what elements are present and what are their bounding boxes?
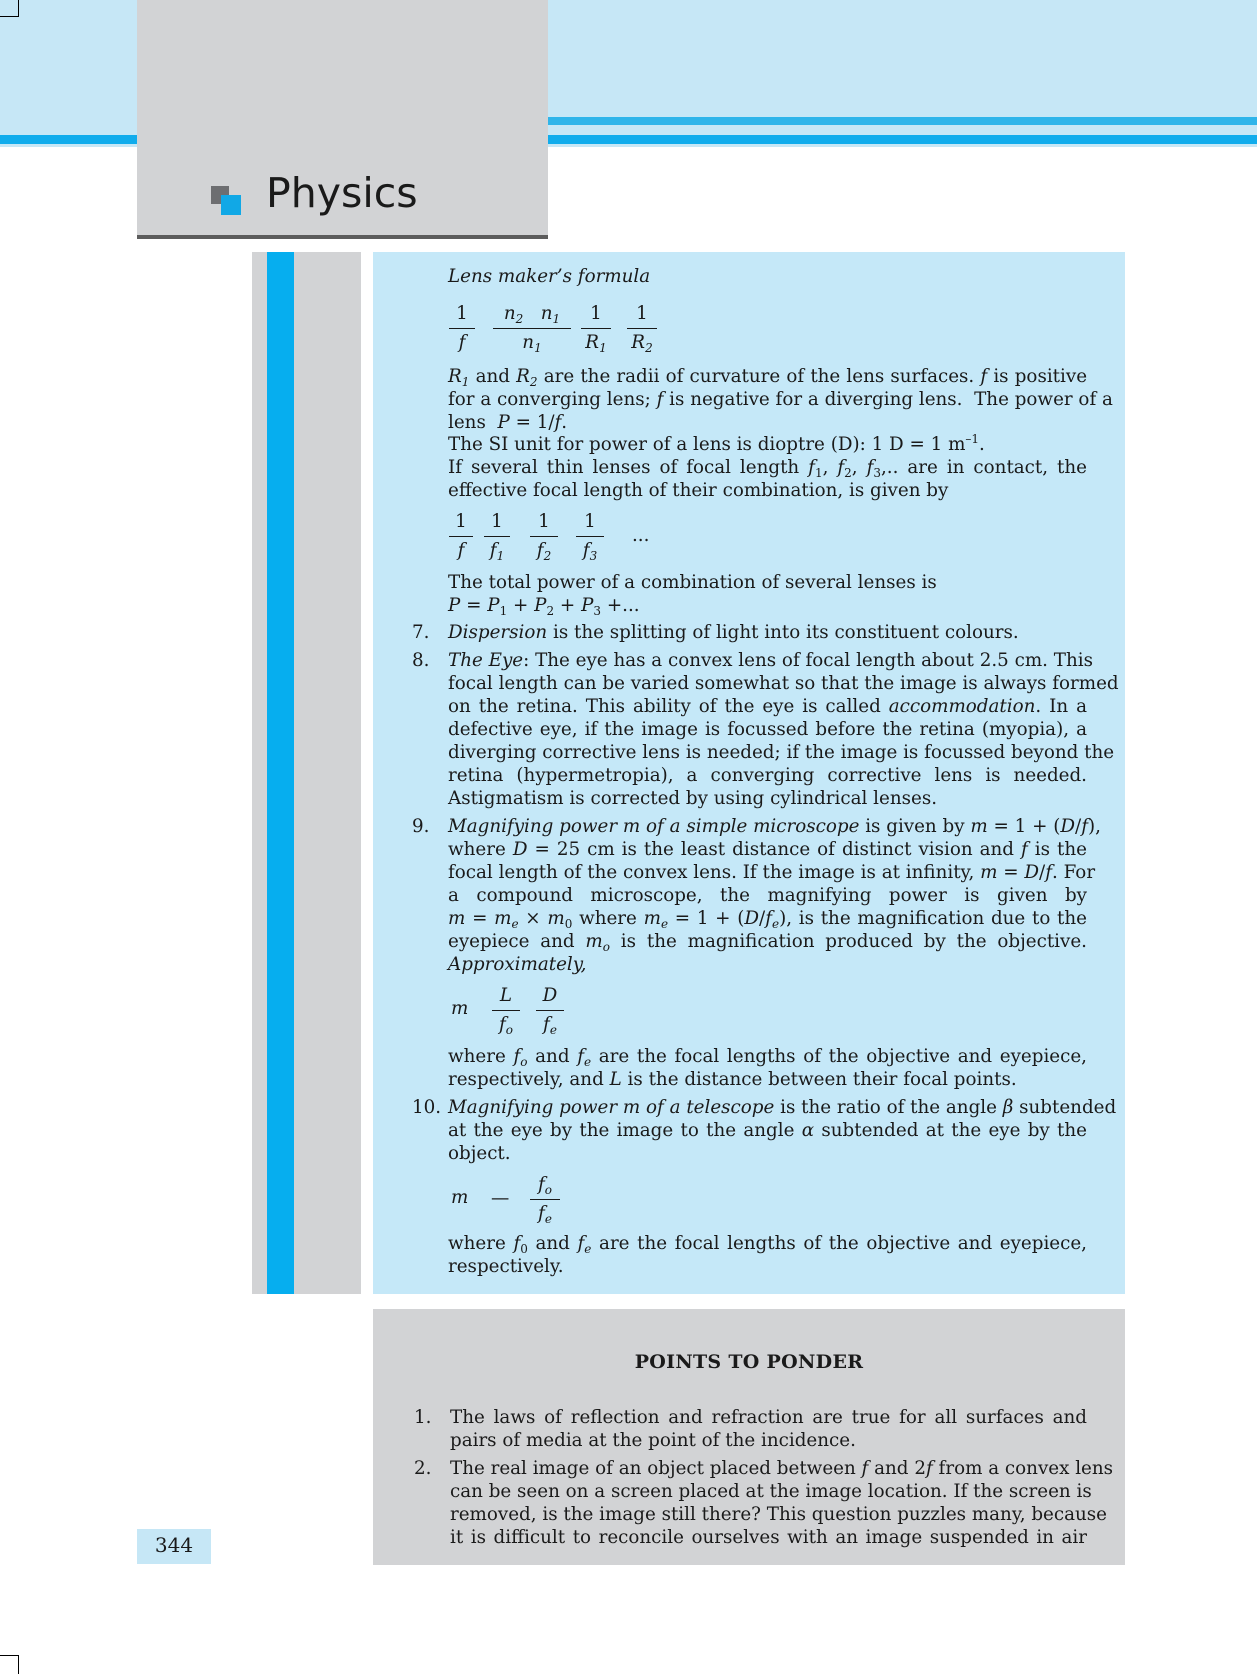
formula-fraction: $\frac{D}{f_e}$ [536, 985, 564, 1036]
item-number: 8. [412, 650, 430, 671]
chapter-title: Physics [266, 169, 418, 217]
item-number: 10. [412, 1097, 442, 1118]
ponder-item-number: 2. [414, 1458, 432, 1479]
formula-fraction: $\frac{1}{f_2}$ [530, 511, 558, 562]
total-power-text: The total power of a combination of several lenses is [448, 572, 937, 593]
formula-fraction: $\frac{1}{f_1}$ [484, 511, 510, 562]
crop-mark-bottom-left [0, 1655, 19, 1674]
item-dispersion: Dispersion is the splitting of light into its constituent colours. [448, 622, 1019, 643]
formula-fraction: $\frac{L}{f_o}$ [492, 985, 520, 1036]
chapter-logo-icon-overlay [221, 195, 241, 215]
summary-sidebar-accent [267, 252, 294, 1294]
formula-fraction: $\frac{1}{f_3}$ [576, 511, 604, 562]
crop-mark-top-left [0, 0, 19, 17]
formula-fraction: $\frac{1}{R_1}$ [581, 303, 611, 354]
item-number: 9. [412, 816, 430, 837]
chapter-header-rule [137, 235, 548, 239]
header-stripe-upper [548, 117, 1257, 125]
item-number: 7. [412, 622, 430, 643]
formula-fraction: $\frac{1}{f}$ [449, 303, 475, 354]
total-power-formula: $P = P_1 + P_2 + P_3$ +... [448, 595, 640, 618]
formula-fraction: $\frac{f_o}{f_e}$ [530, 1174, 560, 1225]
lens-maker-title: Lens maker’s formula [448, 266, 651, 287]
points-to-ponder-heading: POINTS TO PONDER [634, 1351, 864, 1373]
formula-fraction: $\frac{1}{R_2}$ [627, 303, 657, 354]
ponder-item-number: 1. [414, 1407, 432, 1428]
formula-fraction: $\frac{n_2 n_1}{n_1}$ [493, 303, 571, 354]
page-number: 344 [154, 1533, 194, 1557]
formula-fraction: $\frac{1}{f}$ [449, 511, 473, 562]
